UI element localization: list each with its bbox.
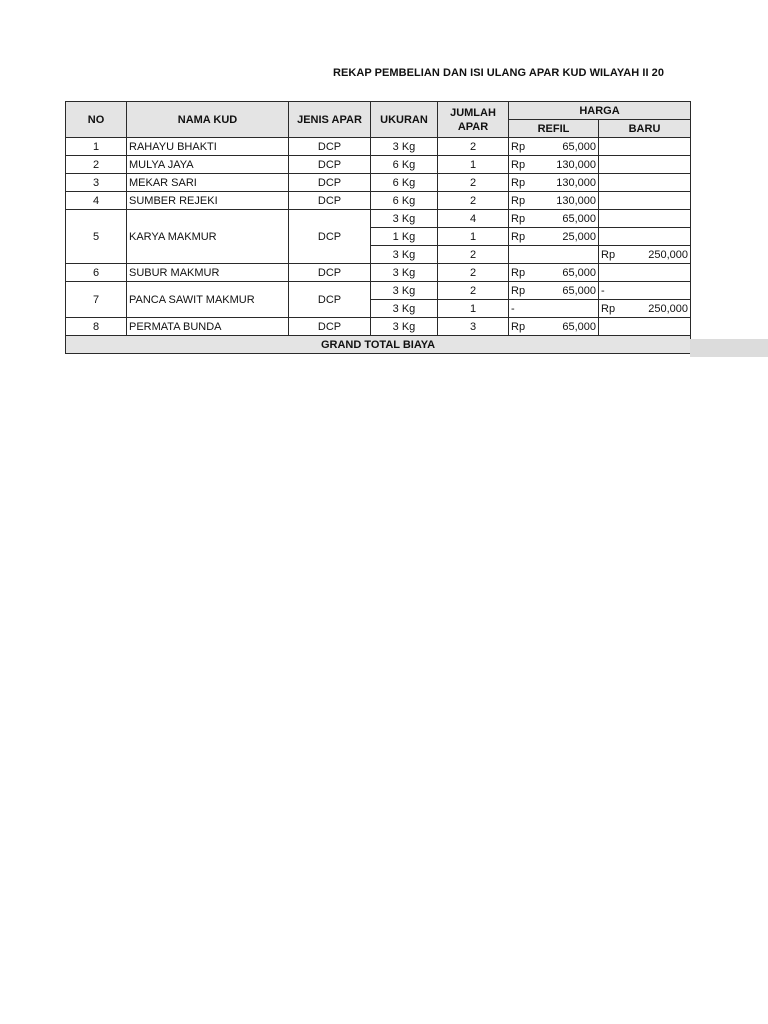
row-ukuran: 6 Kg <box>371 192 438 210</box>
row-nama-kud: SUMBER REJEKI <box>127 192 289 210</box>
row-nama-kud: MEKAR SARI <box>127 174 289 192</box>
row-baru <box>599 228 691 246</box>
grand-total-row <box>66 336 691 354</box>
row-jumlah: 1 <box>438 300 509 318</box>
row-baru <box>599 156 691 174</box>
refil-amount: 65,000 <box>562 140 596 153</box>
row-nama-kud: PERMATA BUNDA <box>127 318 289 336</box>
row-jumlah: 2 <box>438 138 509 156</box>
row-refil <box>509 210 599 228</box>
header-refil: REFIL <box>509 120 599 138</box>
row-no: 5 <box>66 210 127 264</box>
row-baru <box>599 264 691 282</box>
refil-amount: 65,000 <box>562 212 596 225</box>
rekap-table <box>65 101 691 354</box>
row-jumlah: 2 <box>438 192 509 210</box>
row-ukuran: 6 Kg <box>371 174 438 192</box>
row-no: 4 <box>66 192 127 210</box>
grand-total-extension <box>690 339 768 357</box>
currency-label: Rp <box>511 266 526 279</box>
row-jumlah: 2 <box>438 282 509 300</box>
row-baru <box>599 174 691 192</box>
row-nama-kud: KARYA MAKMUR <box>127 210 289 264</box>
refil-amount: 65,000 <box>562 320 596 333</box>
row-jenis-apar: DCP <box>289 282 371 318</box>
row-jumlah: 3 <box>438 318 509 336</box>
header-baru: BARU <box>599 120 691 138</box>
row-refil <box>509 264 599 282</box>
row-no: 3 <box>66 174 127 192</box>
row-jumlah: 4 <box>438 210 509 228</box>
row-ukuran: 3 Kg <box>371 318 438 336</box>
row-baru <box>599 282 691 300</box>
row-nama-kud: SUBUR MAKMUR <box>127 264 289 282</box>
header-harga: HARGA <box>509 102 691 120</box>
currency-label: Rp <box>511 284 526 297</box>
header-no: NO <box>66 102 127 138</box>
refil-amount: 130,000 <box>556 176 596 189</box>
row-jenis-apar: DCP <box>289 174 371 192</box>
row-refil <box>509 192 599 210</box>
row-jumlah: 2 <box>438 174 509 192</box>
row-jumlah: 2 <box>438 264 509 282</box>
row-nama-kud: RAHAYU BHAKTI <box>127 138 289 156</box>
row-baru <box>599 246 691 264</box>
row-nama-kud: PANCA SAWIT MAKMUR <box>127 282 289 318</box>
refil-amount: 130,000 <box>556 158 596 171</box>
row-refil <box>509 228 599 246</box>
currency-label: Rp <box>601 248 616 261</box>
table-row <box>66 282 691 300</box>
currency-label: Rp <box>511 176 526 189</box>
row-jumlah: 2 <box>438 246 509 264</box>
currency-label: Rp <box>511 230 526 243</box>
refil-amount: 65,000 <box>562 284 596 297</box>
row-jenis-apar: DCP <box>289 192 371 210</box>
row-ukuran: 3 Kg <box>371 246 438 264</box>
table-row <box>66 138 691 156</box>
baru-amount: 250,000 <box>648 248 688 261</box>
header-ukuran: UKURAN <box>371 102 438 138</box>
row-jenis-apar: DCP <box>289 156 371 174</box>
row-baru <box>599 138 691 156</box>
row-jenis-apar: DCP <box>289 138 371 156</box>
currency-label: Rp <box>601 302 616 315</box>
header-nama-kud: NAMA KUD <box>127 102 289 138</box>
row-ukuran: 3 Kg <box>371 264 438 282</box>
row-baru <box>599 318 691 336</box>
header-jenis-apar: JENIS APAR <box>289 102 371 138</box>
document-title: REKAP PEMBELIAN DAN ISI ULANG APAR KUD WILAYAH II 20 <box>333 67 665 79</box>
grand-total-label: GRAND TOTAL BIAYA <box>66 336 691 354</box>
table-row <box>66 174 691 192</box>
dash-placeholder: - <box>511 302 515 315</box>
table-row <box>66 210 691 228</box>
row-jenis-apar: DCP <box>289 264 371 282</box>
row-ukuran: 3 Kg <box>371 300 438 318</box>
row-jumlah: 1 <box>438 156 509 174</box>
table-row <box>66 318 691 336</box>
row-ukuran: 3 Kg <box>371 210 438 228</box>
row-nama-kud: MULYA JAYA <box>127 156 289 174</box>
row-no: 2 <box>66 156 127 174</box>
currency-label: Rp <box>511 158 526 171</box>
row-refil <box>509 246 599 264</box>
row-no: 1 <box>66 138 127 156</box>
row-ukuran: 3 Kg <box>371 138 438 156</box>
baru-amount: 250,000 <box>648 302 688 315</box>
header-jumlah-apar: JUMLAH APAR <box>438 102 509 138</box>
row-no: 8 <box>66 318 127 336</box>
table-row <box>66 264 691 282</box>
row-ukuran: 3 Kg <box>371 282 438 300</box>
row-refil <box>509 318 599 336</box>
currency-label: Rp <box>511 140 526 153</box>
row-baru <box>599 300 691 318</box>
row-refil <box>509 174 599 192</box>
row-baru <box>599 210 691 228</box>
refil-amount: 130,000 <box>556 194 596 207</box>
row-baru <box>599 192 691 210</box>
table-row <box>66 192 691 210</box>
row-refil <box>509 156 599 174</box>
row-ukuran: 1 Kg <box>371 228 438 246</box>
table-row <box>66 156 691 174</box>
row-jenis-apar: DCP <box>289 318 371 336</box>
row-refil <box>509 282 599 300</box>
row-jumlah: 1 <box>438 228 509 246</box>
row-refil <box>509 300 599 318</box>
currency-label: Rp <box>511 320 526 333</box>
currency-label: Rp <box>511 194 526 207</box>
row-refil <box>509 138 599 156</box>
refil-amount: 25,000 <box>562 230 596 243</box>
currency-label: Rp <box>511 212 526 225</box>
row-no: 7 <box>66 282 127 318</box>
refil-amount: 65,000 <box>562 266 596 279</box>
row-jenis-apar: DCP <box>289 210 371 264</box>
row-no: 6 <box>66 264 127 282</box>
row-ukuran: 6 Kg <box>371 156 438 174</box>
dash-placeholder: - <box>601 284 605 297</box>
